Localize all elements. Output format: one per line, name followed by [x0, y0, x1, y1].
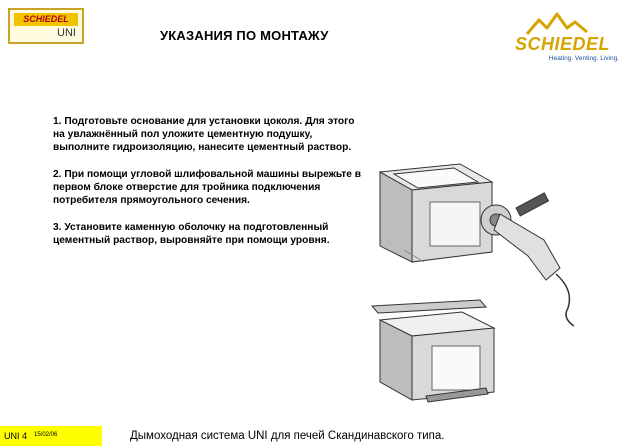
step-1: 1. Подготовьте основание для установки цоколя. Для этого на увлажнённый пол уложите цементную подушку, выполните гидроизоляцию, нанесите цементный раствор.: [53, 116, 355, 153]
page-date: 15/02/06: [34, 432, 58, 438]
step-3: 3. Установите каменную оболочку на подготовленный цементный раствор, выровняйте при помощи уровня.: [53, 222, 330, 246]
product-badge: [8, 8, 84, 44]
schiedel-logo: [509, 10, 621, 66]
badge-brand: SCHIEDEL: [14, 13, 78, 26]
footer-caption: Дымоходная система UNI для печей Скандинавского типа.: [130, 430, 445, 442]
step-2: 2. При помощи угловой шлифовальной машины вырежьте в первом блоке отверстие для тройника подключения потребителя прямоугольного сечения.: [53, 169, 361, 206]
chimney-block-upper: [380, 164, 492, 262]
installation-illustration: [360, 150, 590, 410]
badge-model: UNI: [57, 27, 76, 39]
logo-wordmark: SCHIEDEL: [515, 34, 611, 54]
page-title: УКАЗАНИЯ ПО МОНТАЖУ: [160, 28, 329, 43]
instruction-steps: [53, 115, 363, 261]
chimney-block-lower: [372, 300, 494, 402]
page-number: UNI 4: [4, 431, 28, 441]
angle-grinder: [481, 193, 574, 326]
logo-tagline: Heating. Venting. Living.: [548, 55, 619, 62]
